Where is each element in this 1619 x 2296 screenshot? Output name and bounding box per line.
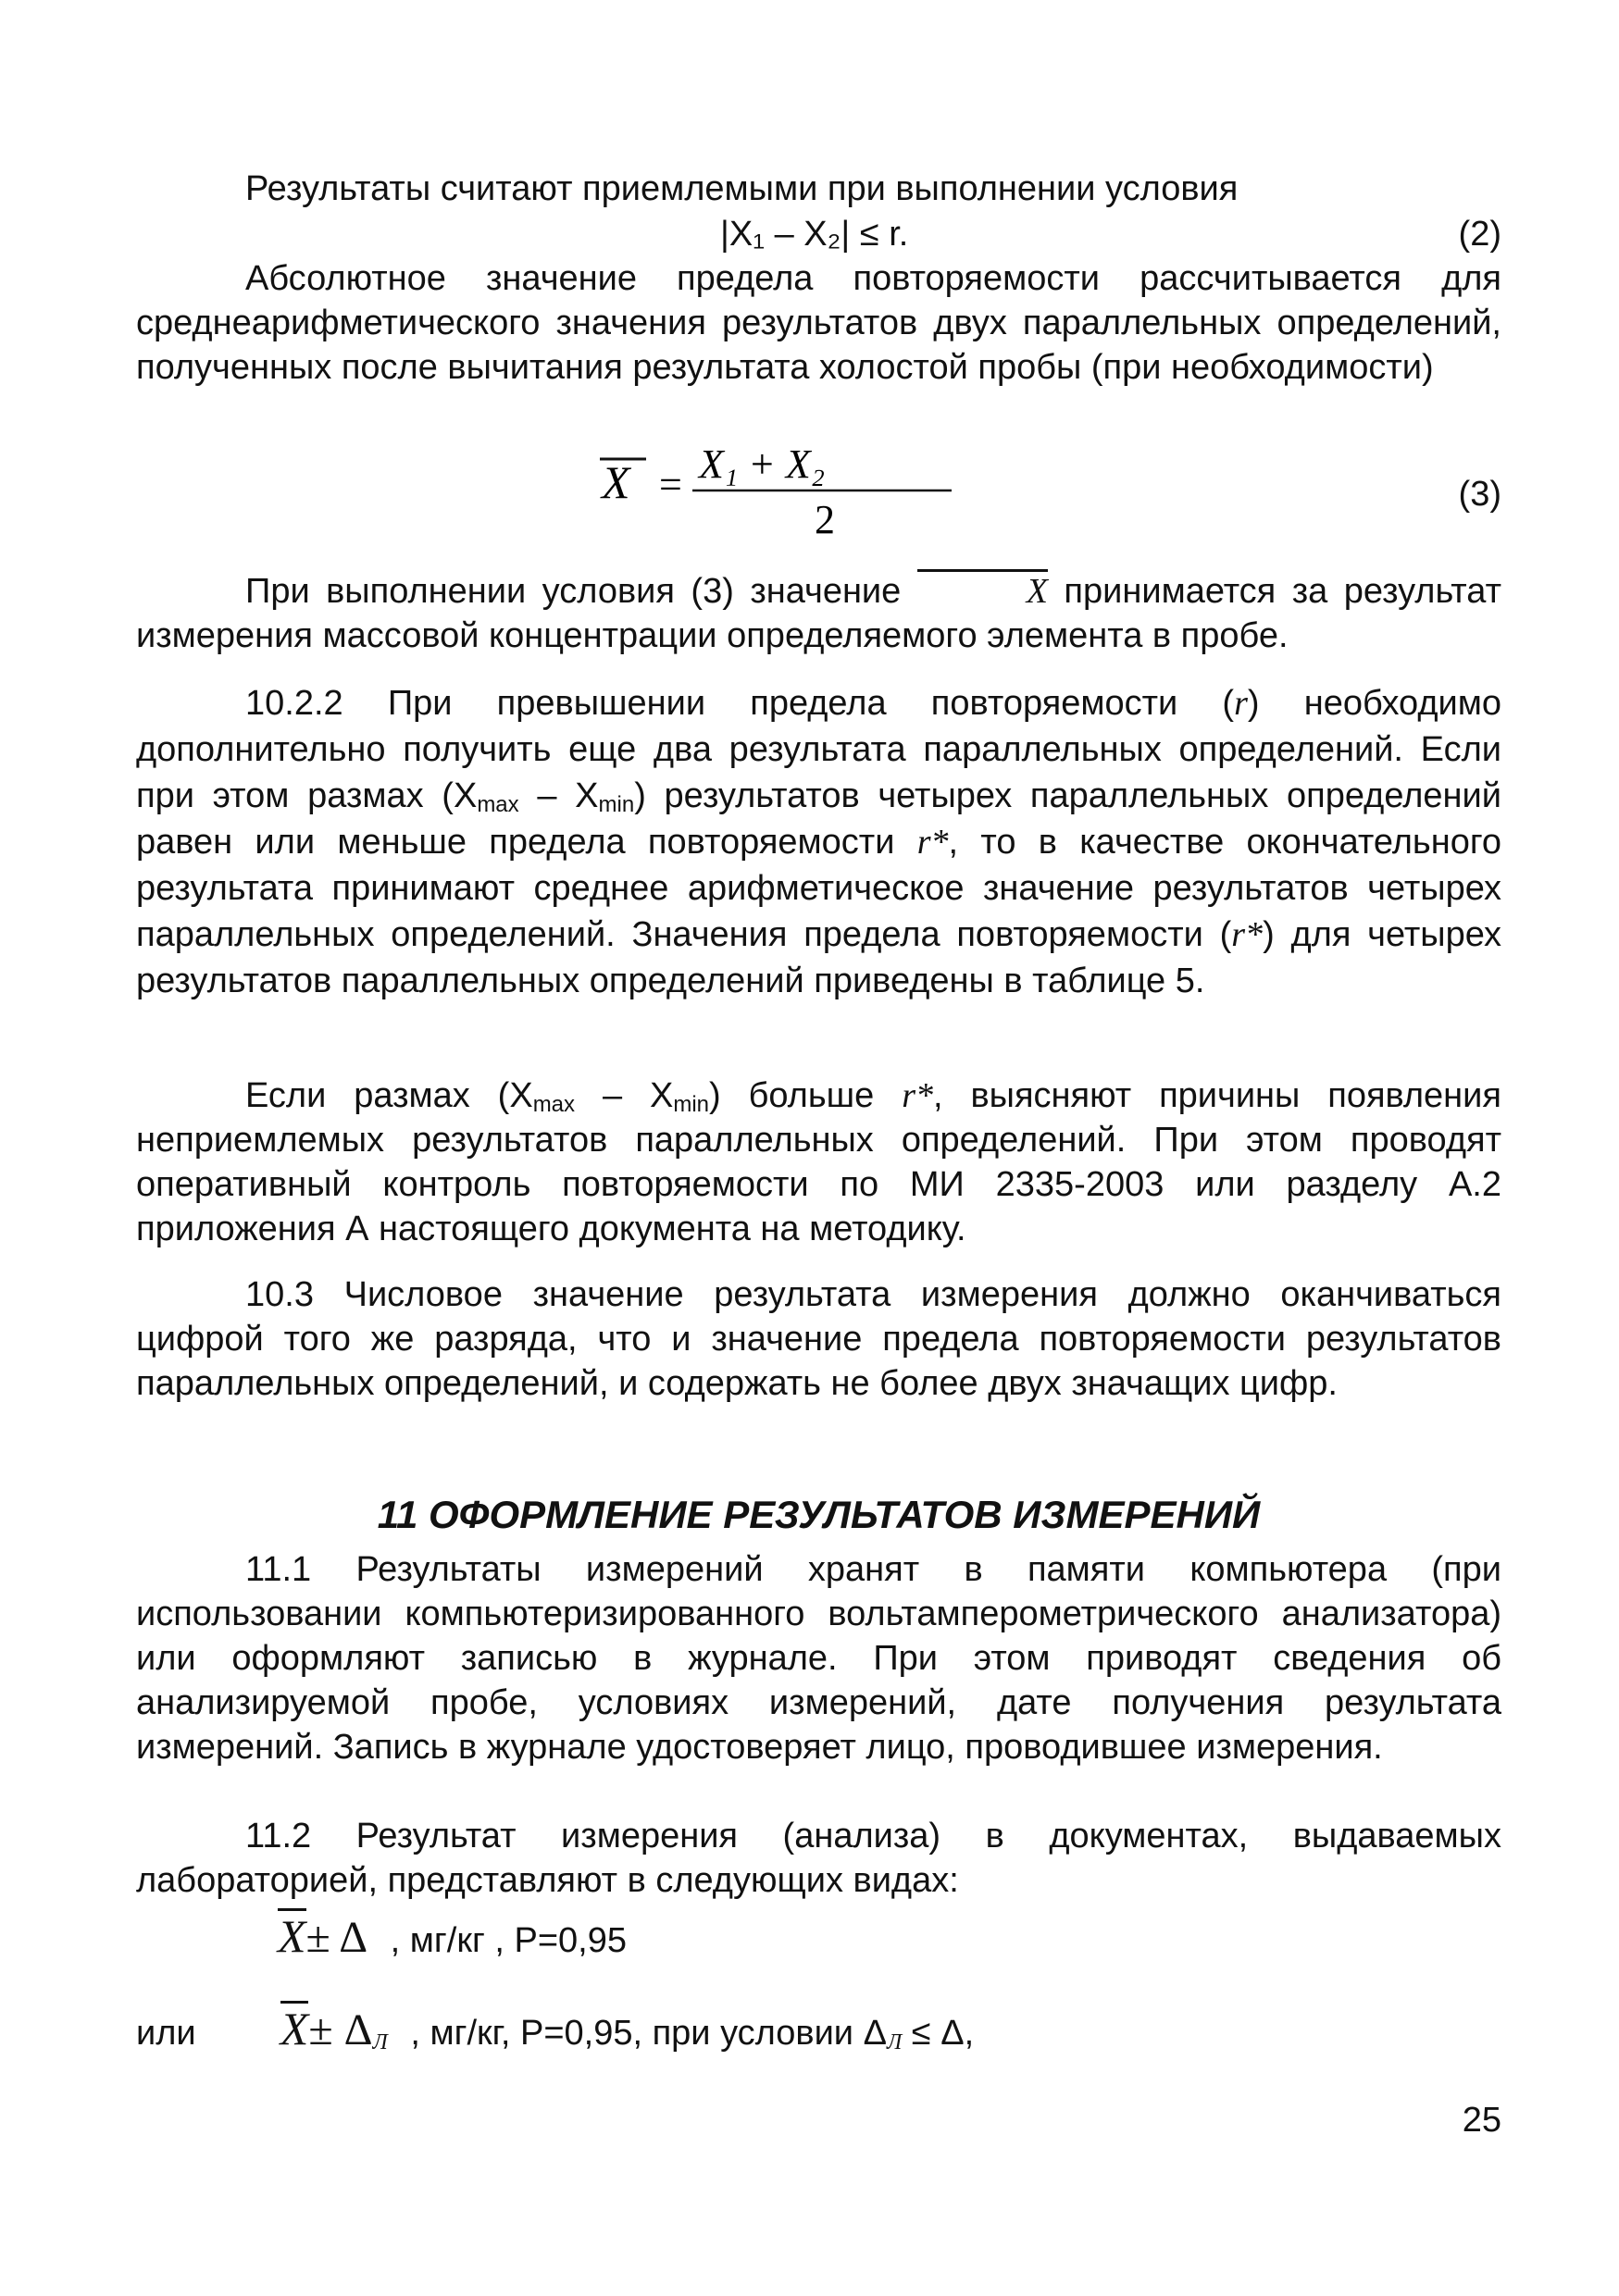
equals-sign: = <box>659 462 682 507</box>
page-number: 25 <box>1462 2101 1501 2140</box>
result-form-2: или $X\pm \Delta_Л$ , мг/кг, Р=0,95, при условии $\Delta_Л \le \Delta$, <box>136 2003 975 2054</box>
equation-3-number: (3) <box>1458 475 1501 514</box>
paragraph-range-exceeds: Если размах $(X_{max} - X_{min})$ больше r*, выясняют причины появления неприемлемых результатов параллельных определений. При этом проводят оперативный контроль повторяемости по МИ 2335-2003 или разделу А.2 приложения А настоящего документа на методику. <box>136 1076 1501 1248</box>
paragraph-result-value: При выполнении условия (3) значение X принимается за результат измерения массовой концентрации определяемого элемента в пробе. <box>136 569 1501 658</box>
paragraph-acceptance-condition: Результаты считают приемлемыми при выполнении условия <box>245 169 1239 208</box>
paragraph-repeatability-limit: Абсолютное значение предела повторяемости рассчитывается для среднеарифметического значения результатов двух параллельных определений, полученных после вычитания результата холостой пробы (при необходимости) <box>136 259 1501 387</box>
x-bar-symbol: X <box>917 569 1048 609</box>
equation-3-lhs: X <box>602 456 630 508</box>
x-bar-symbol: X <box>278 1910 306 1962</box>
section-10-2-2: 10.2.2 При превышении предела повторяемости (r) необходимо дополнительно получить еще два результата параллельных определений. Если при этом размах $(X_{max} - X_{min})$ результатов четырех параллельных определений равен или меньше предела повторяемости r*, то в качестве окончательного результата принимают среднее арифметическое значение результатов четырех параллельных определений. Значения предела повторяемости (r*) для четырех результатов параллельных определений приведены в таблице 5. <box>136 684 1502 1000</box>
equation-3-fraction <box>592 442 963 544</box>
section-11-2: 11.2 Результат измерения (анализа) в документах, выдаваемых лабораторией, представляют в следующих видах: <box>136 1817 1501 1900</box>
section-11-1: 11.1 Результаты измерений хранят в памяти компьютера (при использовании компьютеризированного вольтамперометрического анализатора) или оформляют записью в журнале. При этом приводят сведения об анализируемой пробе, условиях измерений, дате получения результата измерений. Запись в журнале удостоверяет лицо, проводившее измерения. <box>136 1550 1501 1767</box>
section-10-3: 10.3 Числовое значение результата измерения должно оканчиваться цифрой того же разряда, что и значение предела повторяемости результатов параллельных определений, и содержать не более двух значащих цифр. <box>136 1275 1501 1403</box>
equation-3-numerator: X₁ + X₂ <box>699 442 826 487</box>
section-11-heading: 11 ОФОРМЛЕНИЕ РЕЗУЛЬТАТОВ ИЗМЕРЕНИЙ <box>377 1493 1261 1536</box>
equation-2: |X₁ – X₂| ≤ r. <box>720 215 909 254</box>
equation-2-number: (2) <box>1458 215 1501 254</box>
r-star-symbol: r* <box>916 823 949 862</box>
result-form-1: X± Δ , мг/кг , Р=0,95 <box>278 1910 627 1962</box>
equation-3-denominator: 2 <box>815 497 835 542</box>
